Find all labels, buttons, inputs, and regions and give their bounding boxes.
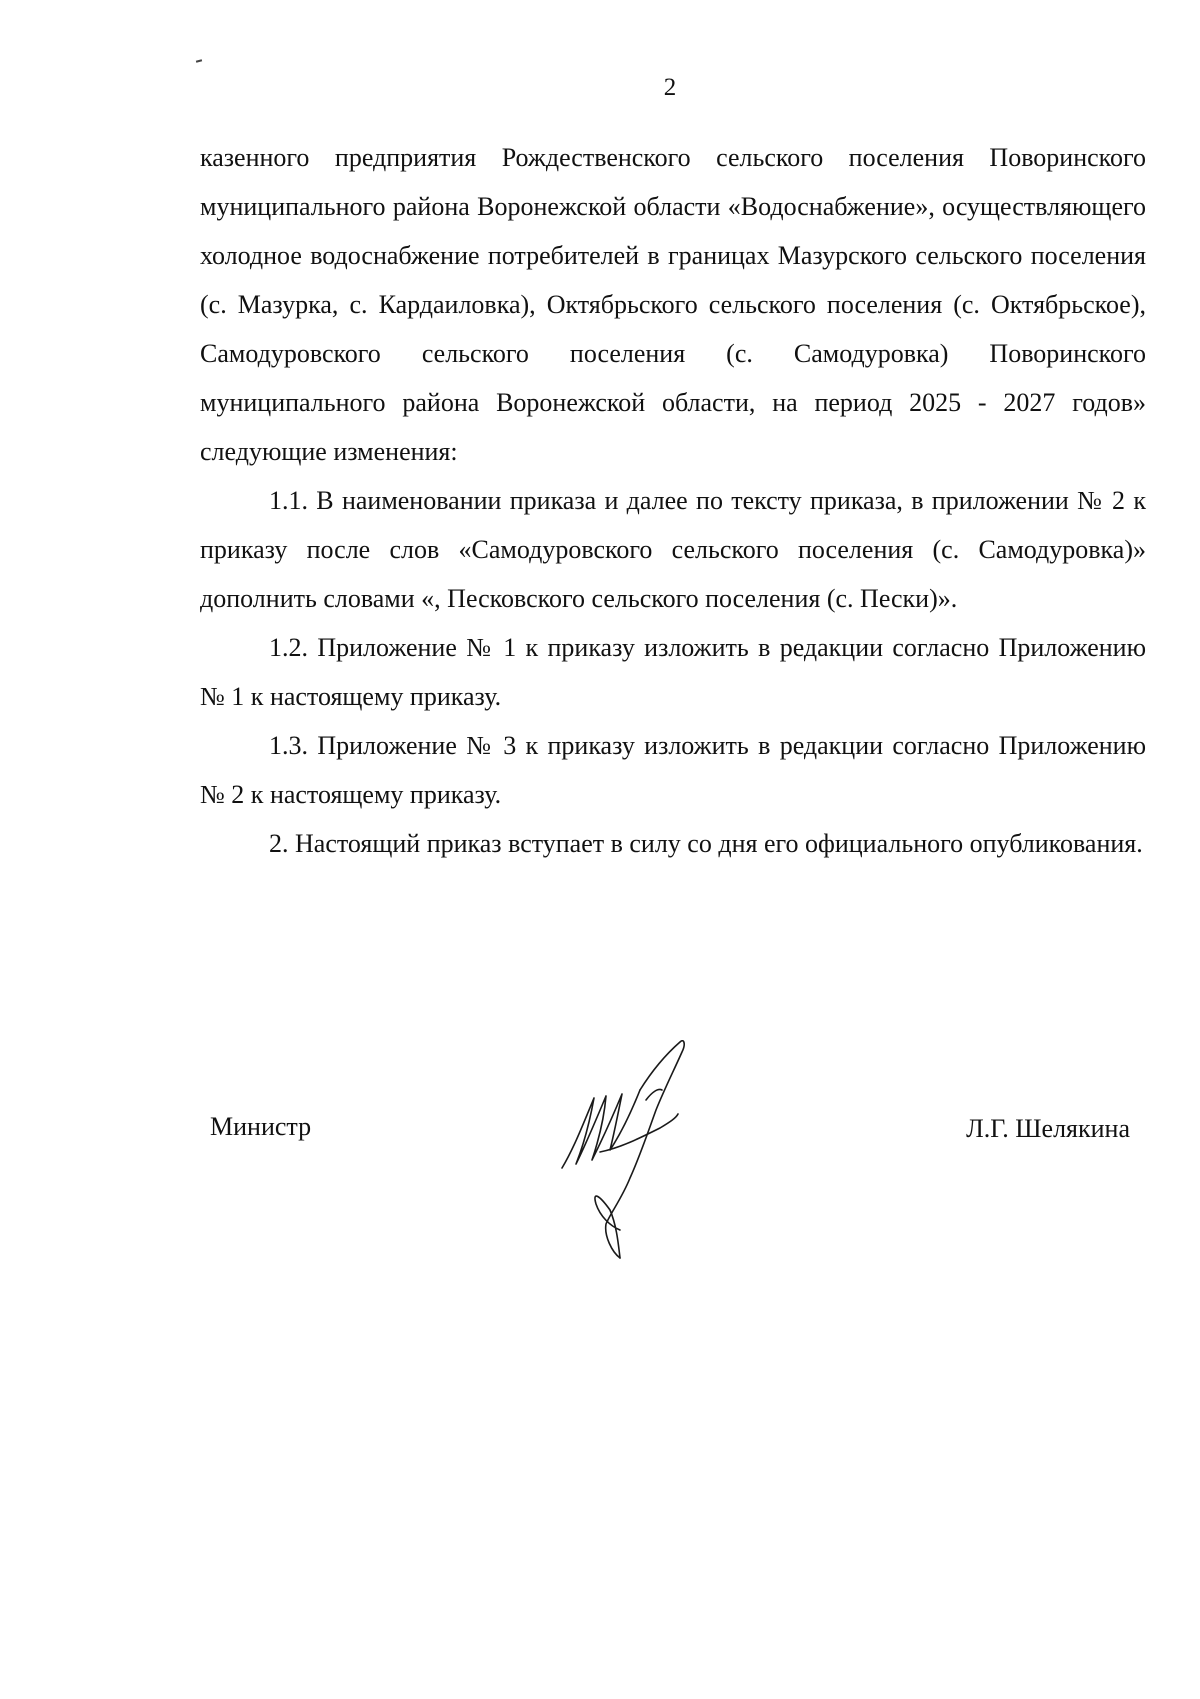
page-number: 2: [663, 74, 677, 101]
handwritten-signature: [560, 1040, 740, 1260]
signatory-title: Министр: [210, 1112, 312, 1141]
paragraph-1-2: 1.2. Приложение № 1 к приказу изложить в редакции согласно Приложению № 1 к настоящему приказу.: [200, 633, 1146, 711]
scan-mark: [196, 59, 202, 62]
document-body: [200, 133, 1146, 868]
signatory-name: Л.Г. Шелякина: [966, 1114, 1130, 1143]
paragraph-2: 2. Настоящий приказ вступает в силу со дня его официального опубликования.: [269, 829, 1143, 858]
signature-block: [0, 1040, 1200, 1280]
paragraph-1-3: 1.3. Приложение № 3 к приказу изложить в редакции согласно Приложению № 2 к настоящему приказу.: [200, 731, 1146, 809]
paragraph-continuation: казенного предприятия Рождественского сельского поселения Поворинского муниципального района Воронежской области «Водоснабжение», осуществляющего холодное водоснабжение потребителей в границах Мазурского сельского поселения (с. Мазурка, с. Кардаиловка), Октябрьского сельского поселения (с. Октябрьское), Самодуровского сельского поселения (с. Самодуровка) Поворинского муниципального района Воронежской области, на период 2025 - 2027 годов» следующие изменения:: [200, 143, 1146, 466]
paragraph-1-1: 1.1. В наименовании приказа и далее по тексту приказа, в приложении № 2 к приказу после слов «Самодуровского сельского поселения (с. Самодуровка)» дополнить словами «, Песковского сельского поселения (с. Пески)».: [200, 486, 1146, 613]
